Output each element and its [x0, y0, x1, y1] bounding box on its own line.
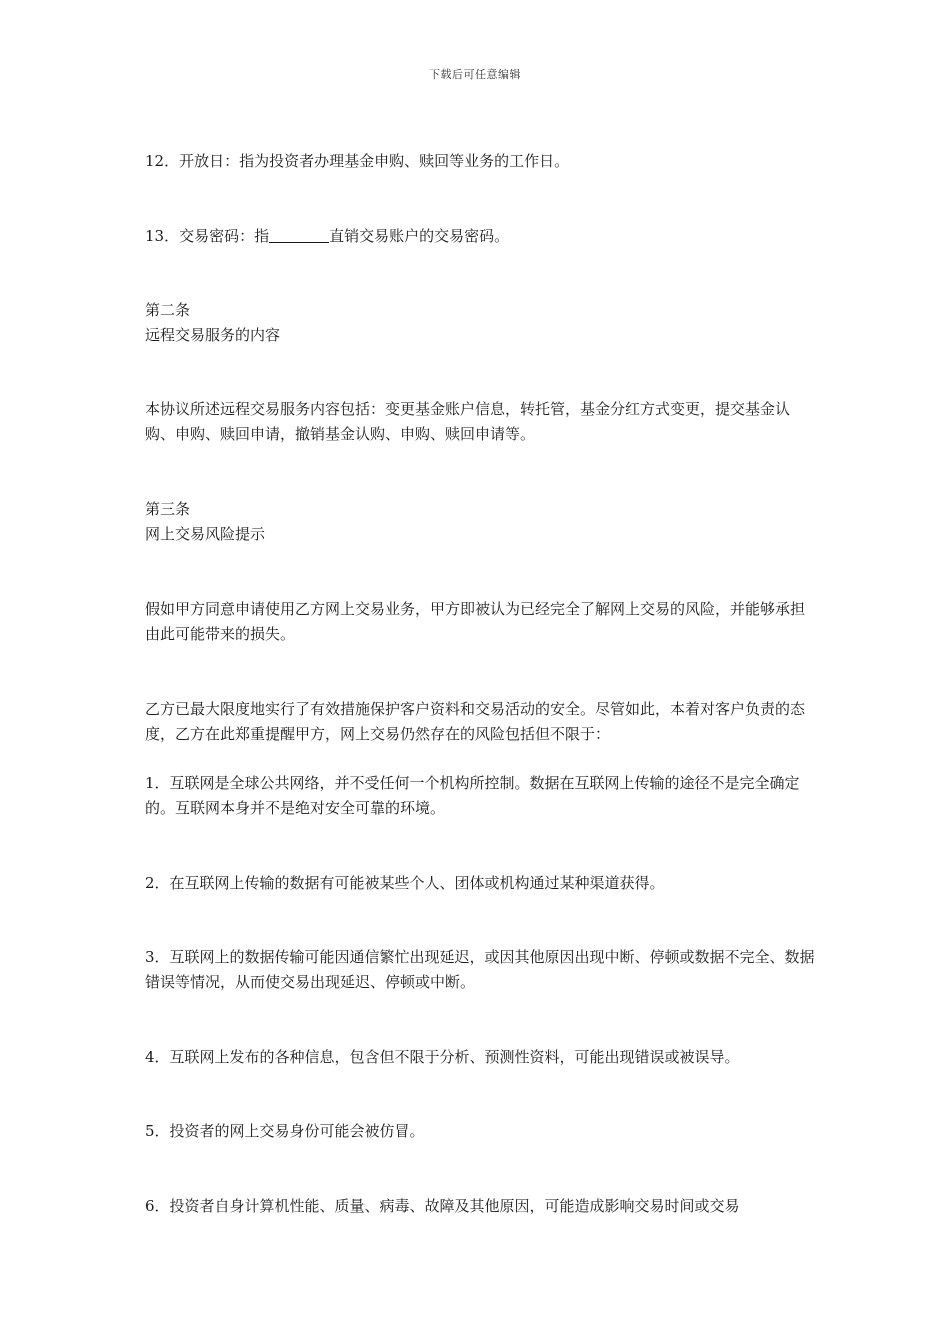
risk-item-4: 4．互联网上发布的各种信息，包含但不限于分析、预测性资料，可能出现错误或被误导。: [145, 1048, 740, 1066]
clause-13-text-before: 13．交易密码：指: [145, 227, 270, 245]
fill-in-blank: [269, 227, 329, 243]
risk-item-3: 3．互联网上的数据传输可能因通信繁忙出现延迟，或因其他原因出现中断、停顿或数据不完全、数据错误等情况，从而使交易出现延迟、停顿或中断。: [145, 948, 815, 991]
risk-item-6: 6．投资者自身计算机性能、质量、病毒、故障及其他原因，可能造成影响交易时间或交易: [145, 1197, 740, 1215]
article-3-number: 第三条: [145, 500, 191, 518]
article-2-title: 远程交易服务的内容: [145, 326, 281, 344]
article-2-number: 第二条: [145, 301, 191, 319]
article-2-body: 本协议所述远程交易服务内容包括：变更基金账户信息，转托管，基金分红方式变更，提交基金认购、申购、赎回申请，撤销基金认购、申购、赎回申请等。: [145, 400, 791, 443]
article-3-paragraph-1: 假如甲方同意申请使用乙方网上交易业务，甲方即被认为已经完全了解网上交易的风险，并能够承担由此可能带来的损失。: [145, 600, 806, 643]
risk-item-1: 1．互联网是全球公共网络，并不受任何一个机构所控制。数据在互联网上传输的途径不是完全确定的。互联网本身并不是绝对安全可靠的环境。: [145, 774, 800, 817]
clause-12: 12．开放日：指为投资者办理基金申购、赎回等业务的工作日。: [145, 152, 570, 170]
page-header: 下载后可任意编辑: [429, 68, 521, 81]
clause-13-text-after: 直销交易账户的交易密码。: [329, 227, 510, 245]
risk-item-5: 5．投资者的网上交易身份可能会被仿冒。: [145, 1122, 425, 1140]
risk-item-2: 2．在互联网上传输的数据有可能被某些个人、团体或机构通过某种渠道获得。: [145, 874, 665, 892]
article-3-paragraph-2: 乙方已最大限度地实行了有效措施保护客户资料和交易活动的安全。尽管如此，本着对客户负责的态度，乙方在此郑重提醒甲方，网上交易仍然存在的风险包括但不限于：: [145, 700, 806, 743]
clause-13: [145, 224, 815, 249]
article-3-title: 网上交易风险提示: [145, 525, 266, 543]
